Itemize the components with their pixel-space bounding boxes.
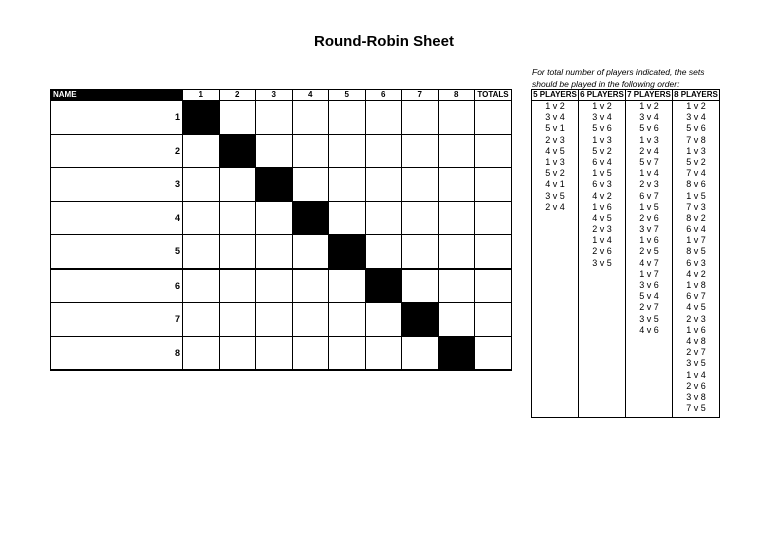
player-name-cell[interactable]: 4: [51, 201, 183, 235]
score-cell[interactable]: [438, 101, 475, 135]
page-title: Round-Robin Sheet: [314, 33, 454, 50]
totals-cell[interactable]: [475, 303, 512, 337]
schedule-column-p7: [626, 101, 673, 418]
blocked-cell: [329, 235, 366, 269]
match-entry: 1 v 4: [639, 168, 659, 179]
player-name-cell[interactable]: 5: [51, 235, 183, 269]
totals-cell[interactable]: [475, 168, 512, 202]
totals-cell[interactable]: [475, 336, 512, 370]
schedule-header-p6: 6 PLAYERS: [580, 90, 624, 99]
match-entry: 1 v 2: [639, 101, 659, 111]
match-entry: 3 v 5: [639, 313, 659, 324]
score-cell[interactable]: [219, 168, 256, 202]
match-entry: 5 v 7: [639, 156, 659, 167]
player-row: [51, 303, 512, 337]
match-entry: 6 v 4: [592, 156, 612, 167]
match-entry: 1 v 3: [545, 156, 565, 167]
match-entry: 6 v 3: [592, 179, 612, 190]
match-entry: 4 v 7: [639, 257, 659, 268]
match-entry: 1 v 3: [592, 134, 612, 145]
schedule-note: [532, 66, 768, 90]
score-cell[interactable]: [256, 269, 293, 303]
player-name-cell[interactable]: 6: [51, 269, 183, 303]
match-entry: 2 v 3: [639, 179, 659, 190]
column-header-1: 1: [183, 90, 220, 101]
score-cell[interactable]: [292, 336, 329, 370]
column-header-5: 5: [329, 90, 366, 101]
match-entry: 6 v 4: [686, 224, 706, 235]
score-cell[interactable]: [438, 201, 475, 235]
player-row: [51, 101, 512, 135]
match-entry: 1 v 3: [686, 145, 706, 156]
score-cell[interactable]: [256, 201, 293, 235]
score-cell[interactable]: [219, 269, 256, 303]
score-cell[interactable]: [402, 134, 439, 168]
match-entry: 1 v 2: [686, 101, 706, 111]
match-entry: 7 v 3: [686, 201, 706, 212]
score-cell[interactable]: [329, 269, 366, 303]
schedule-table: [531, 89, 720, 418]
match-entry: 3 v 5: [592, 257, 612, 268]
player-name-cell[interactable]: 2: [51, 134, 183, 168]
match-entry: 1 v 7: [686, 235, 706, 246]
score-cell[interactable]: [438, 168, 475, 202]
match-entry: 8 v 6: [686, 179, 706, 190]
score-cell[interactable]: [292, 235, 329, 269]
match-entry: 3 v 8: [686, 391, 706, 402]
match-entry: 4 v 1: [545, 179, 565, 190]
score-cell[interactable]: [292, 134, 329, 168]
score-cell[interactable]: [402, 269, 439, 303]
blocked-cell: [365, 269, 402, 303]
totals-cell[interactable]: [475, 201, 512, 235]
blocked-cell: [256, 168, 293, 202]
match-entry: 6 v 7: [686, 291, 706, 302]
score-cell[interactable]: [402, 336, 439, 370]
score-cell[interactable]: [402, 235, 439, 269]
column-header-2: 2: [219, 90, 256, 101]
note-line-1: For total number of players indicated, the sets: [532, 67, 705, 77]
score-cell[interactable]: [292, 101, 329, 135]
blocked-cell: [402, 303, 439, 337]
player-row: [51, 134, 512, 168]
score-cell[interactable]: [219, 201, 256, 235]
player-name-cell[interactable]: 8: [51, 336, 183, 370]
match-entry: 5 v 4: [639, 291, 659, 302]
score-cell[interactable]: [402, 101, 439, 135]
match-entry: 3 v 4: [686, 112, 706, 123]
match-entry: 2 v 3: [686, 313, 706, 324]
match-entry: 1 v 4: [686, 369, 706, 380]
score-cell[interactable]: [219, 303, 256, 337]
match-entry: 3 v 4: [639, 112, 659, 123]
match-entry: 2 v 6: [686, 380, 706, 391]
player-row: [51, 168, 512, 202]
blocked-cell: [438, 336, 475, 370]
score-cell[interactable]: [183, 269, 220, 303]
match-entry: 4 v 5: [592, 212, 612, 223]
match-entry: 4 v 8: [686, 335, 706, 346]
match-entry: 2 v 7: [686, 347, 706, 358]
match-entry: 5 v 6: [686, 123, 706, 134]
score-cell[interactable]: [329, 303, 366, 337]
match-entry: 1 v 6: [639, 235, 659, 246]
match-entry: 4 v 6: [639, 324, 659, 335]
match-entry: 1 v 7: [639, 268, 659, 279]
match-entry: 8 v 5: [686, 246, 706, 257]
match-entry: 2 v 7: [639, 302, 659, 313]
match-entry: 1 v 5: [686, 190, 706, 201]
score-cell[interactable]: [183, 336, 220, 370]
totals-header: TOTALS: [475, 90, 512, 101]
score-cell[interactable]: [365, 168, 402, 202]
score-cell[interactable]: [183, 134, 220, 168]
column-header-6: 6: [365, 90, 402, 101]
match-entry: 5 v 2: [545, 168, 565, 179]
match-entry: 3 v 6: [639, 280, 659, 290]
name-header: NAME: [51, 90, 183, 101]
schedule-header-p7: 7 PLAYERS: [627, 90, 671, 99]
match-entry: 4 v 5: [545, 145, 565, 156]
score-cell[interactable]: [365, 235, 402, 269]
score-cell[interactable]: [329, 201, 366, 235]
match-entry: 3 v 4: [592, 112, 612, 123]
player-row: [51, 201, 512, 235]
score-cell[interactable]: [292, 303, 329, 337]
score-cell[interactable]: [219, 235, 256, 269]
match-entry: 1 v 6: [592, 201, 612, 212]
match-entry: 3 v 5: [686, 358, 706, 369]
match-entry: 5 v 2: [686, 156, 706, 167]
schedule-header-p5: 5 PLAYERS: [533, 90, 577, 99]
score-cell[interactable]: [329, 101, 366, 135]
score-cell[interactable]: [402, 168, 439, 202]
note-line-2: should be played in the following order:: [532, 79, 680, 89]
match-entry: 1 v 8: [686, 280, 706, 290]
score-cell[interactable]: [183, 201, 220, 235]
player-name-cell[interactable]: 7: [51, 303, 183, 337]
match-entry: 2 v 6: [592, 246, 612, 257]
match-entry: 5 v 6: [639, 123, 659, 134]
match-entry: 1 v 5: [639, 201, 659, 212]
score-cell[interactable]: [329, 134, 366, 168]
score-cell[interactable]: [438, 235, 475, 269]
match-entry: 1 v 2: [545, 101, 565, 111]
player-name-cell[interactable]: 3: [51, 168, 183, 202]
match-entry: 4 v 2: [686, 268, 706, 279]
score-cell[interactable]: [256, 303, 293, 337]
column-header-4: 4: [292, 90, 329, 101]
score-cell[interactable]: [219, 336, 256, 370]
score-cell[interactable]: [219, 101, 256, 135]
match-entry: 1 v 4: [592, 235, 612, 246]
match-entry: 7 v 4: [686, 168, 706, 179]
totals-cell[interactable]: [475, 101, 512, 135]
match-entry: 4 v 5: [686, 302, 706, 313]
score-cell[interactable]: [438, 303, 475, 337]
score-cell[interactable]: [365, 201, 402, 235]
match-entry: 6 v 7: [639, 190, 659, 201]
player-row: [51, 336, 512, 370]
match-entry: 7 v 5: [686, 403, 706, 414]
match-entry: 3 v 5: [545, 190, 565, 201]
score-cell[interactable]: [365, 134, 402, 168]
match-entry: 3 v 7: [639, 224, 659, 235]
column-header-8: 8: [438, 90, 475, 101]
score-cell[interactable]: [292, 269, 329, 303]
match-entry: 2 v 4: [639, 145, 659, 156]
totals-cell[interactable]: [475, 269, 512, 303]
match-entry: 4 v 2: [592, 190, 612, 201]
match-entry: 2 v 5: [639, 246, 659, 257]
totals-cell[interactable]: [475, 134, 512, 168]
score-cell[interactable]: [438, 134, 475, 168]
score-cell[interactable]: [256, 134, 293, 168]
match-entry: 1 v 3: [639, 134, 659, 145]
match-entry: 6 v 3: [686, 257, 706, 268]
match-entry: 5 v 2: [592, 145, 612, 156]
match-entry: 8 v 2: [686, 212, 706, 223]
score-cell[interactable]: [365, 303, 402, 337]
match-entry: 2 v 3: [545, 134, 565, 145]
score-cell[interactable]: [329, 168, 366, 202]
score-cell[interactable]: [183, 168, 220, 202]
player-row: [51, 269, 512, 303]
match-entry: 3 v 4: [545, 112, 565, 123]
match-entry: 2 v 4: [545, 201, 565, 212]
score-cell[interactable]: [365, 336, 402, 370]
schedule-column-p6: [579, 101, 626, 418]
column-header-7: 7: [402, 90, 439, 101]
schedule-column-p8: [673, 101, 720, 418]
match-entry: 5 v 6: [592, 123, 612, 134]
score-cell[interactable]: [256, 336, 293, 370]
score-cell[interactable]: [329, 336, 366, 370]
schedule-column-p5: [532, 101, 579, 418]
match-entry: 2 v 3: [592, 224, 612, 235]
score-cell[interactable]: [438, 269, 475, 303]
score-cell[interactable]: [365, 101, 402, 135]
score-cell[interactable]: [402, 201, 439, 235]
blocked-cell: [219, 134, 256, 168]
blocked-cell: [183, 101, 220, 135]
round-robin-grid: [50, 89, 512, 371]
match-entry: 1 v 5: [592, 168, 612, 179]
score-cell[interactable]: [292, 168, 329, 202]
totals-cell[interactable]: [475, 235, 512, 269]
blocked-cell: [292, 201, 329, 235]
match-entry: 1 v 2: [592, 101, 612, 111]
player-name-cell[interactable]: 1: [51, 101, 183, 135]
score-cell[interactable]: [183, 303, 220, 337]
player-row: [51, 235, 512, 269]
match-entry: 5 v 1: [545, 123, 565, 134]
score-cell[interactable]: [256, 101, 293, 135]
match-entry: 1 v 6: [686, 324, 706, 335]
score-cell[interactable]: [256, 235, 293, 269]
match-entry: 7 v 8: [686, 134, 706, 145]
score-cell[interactable]: [183, 235, 220, 269]
column-header-3: 3: [256, 90, 293, 101]
schedule-header-p8: 8 PLAYERS: [674, 90, 718, 99]
match-entry: 2 v 6: [639, 212, 659, 223]
